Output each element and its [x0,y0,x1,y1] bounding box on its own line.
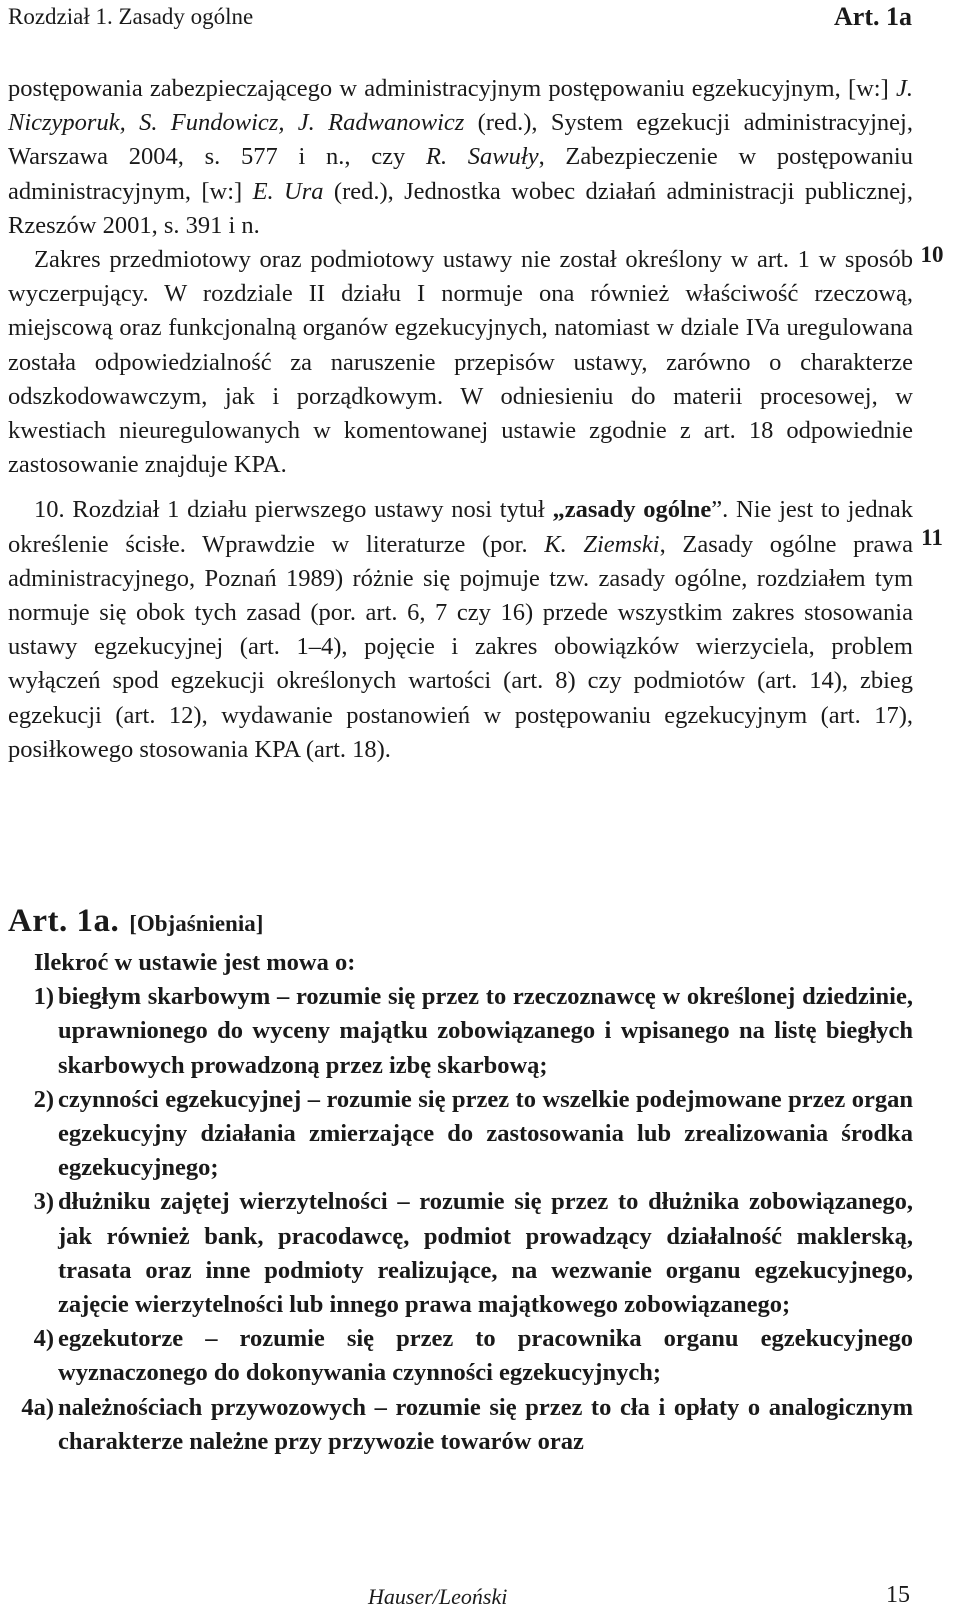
statute-intro: Ilekroć w ustawie jest mowa o: [34,949,356,976]
article-title: [Objaśnienia] [129,911,264,936]
item-number: 1) [33,983,54,1011]
definition-item [8,980,913,1083]
paragraph-scope: Zakres przedmiotowy oraz podmiotowy ustawy nie został określony w art. 1 w sposób wyczerpujący. W rozdziale II działu I normuje ona również właściwość rzeczową, miejscową oraz funkcjonalną organów egzekucyjnych, natomiast w dziale IVa uregulowana została odpowiedzialność za naruszenie przepisów ustawy, zarówno o charakterze odszkodowawczym, jak i porządkowym. W odniesieniu do materii procesowej, w kwestiach nieuregulowanych w komentowanej ustawie zgodnie z art. 18 odpowiednie zastosowanie znajduje KPA. [8,246,913,479]
author-name: R. Sawuły [425,143,539,171]
definition-item [8,1185,913,1322]
page-footer [0,1584,960,1618]
item-number: 2) [33,1085,54,1113]
margin-number: 11 [921,525,943,550]
item-text: należnościach przywozowych – rozumie się przez to cła i opłaty o analogicznym charakterze należne przy przywozie towarów oraz [58,1393,913,1455]
item-text: czynności egzekucyjnej – rozumie się przez to wszelkie podejmowane przez organ egzekucyjny działania zmierzające do zastosowania lub zrealizowania środka egzekucyjnego; [58,1085,913,1182]
running-head [8,4,912,38]
quoted-title: „zasady ogólne [552,496,712,524]
paragraph-continuation: postępowania zabezpieczającego w administracyjnym postępowaniu egzekucyjnym, [w:] J. Niczyporuk, S. Fundowicz, J. Radwanowicz (red.), System egzekucji administracyjnej, Warszawa 2004, s. 577 i n., czy R. Sawuły, Zabezpieczenie w postępowaniu administracyjnym, [w:] E. Ura (red.), Jednostka wobec działań administracji publicznej, Rzeszów 2001, s. 391 i n. [8,75,913,239]
chapter-title: Rozdział 1. Zasady ogólne [8,4,254,29]
article-heading [8,903,263,940]
item-number: 3) [33,1188,54,1216]
definition-item [8,1322,913,1390]
item-number: 4) [33,1325,54,1353]
definition-item [8,1391,913,1459]
commentary-body [8,72,913,767]
author-name: K. Ziemski [544,530,660,558]
article-label: Art. 1a. [8,903,120,939]
margin-number: 10 [920,242,944,267]
footer-authors: Hauser/Leoński [368,1584,508,1609]
item-text: dłużniku zajętej wierzytelności – rozumie się przez to dłużnika zobowiązanego, jak również bank, pracodawcę, podmiot prowadzący działalność maklerską, trasata oraz inne podmioty realizujące, na wezwanie organu egzekucyjnego, zajęcie wierzytelności lub innego prawa majątkowego zobowiązanego; [58,1188,913,1319]
item-text: egzekutorze – rozumie się przez to pracownika organu egzekucyjnego wyznaczonego do dokonywania czynności egzekucyjnych; [58,1325,913,1387]
definition-item [8,1083,913,1186]
statute-text [8,946,913,1459]
author-names: J. Niczyporuk, S. Fundowicz, J. Radwanowicz [8,75,913,137]
item-number: 4a) [21,1393,54,1421]
page-number: 15 [886,1582,910,1608]
paragraph-10: 10. Rozdział 1 działu pierwszego ustawy nosi tytuł „zasady ogólne”. Nie jest to jednak określenie ścisłe. Wprawdzie w literaturze (por. K. Ziemski, Zasady ogólne prawa administracyjnego, Poznań 1989) różnie się pojmuje tzw. zasady ogólne, rozdziałem tym normuje się obok tych zasad (por. art. 6, 7 czy 16) przede wszystkim zakres stosowania ustawy egzekucyjnej (art. 1–4), pojęcie i zakres obowiązków wierzyciela, problem wyłączeń spod egzekucji określonych wartości (art. 8) czy podmiotów (art. 14), zbieg egzekucji (art. 12), wydawanie postanowień w postępowaniu egzekucyjnym (art. 17), posiłkowego stosowania KPA (art. 18). [8,496,914,763]
author-name: E. Ura [252,177,324,205]
item-text: biegłym skarbowym – rozumie się przez to rzeczoznawcę w określonej dziedzinie, uprawnionego do wyceny majątku zobowiązanego i wpisanego na listę biegłych skarbowych prowadzoną przez izbę skarbową; [58,983,913,1079]
article-reference: Art. 1a [834,2,912,31]
